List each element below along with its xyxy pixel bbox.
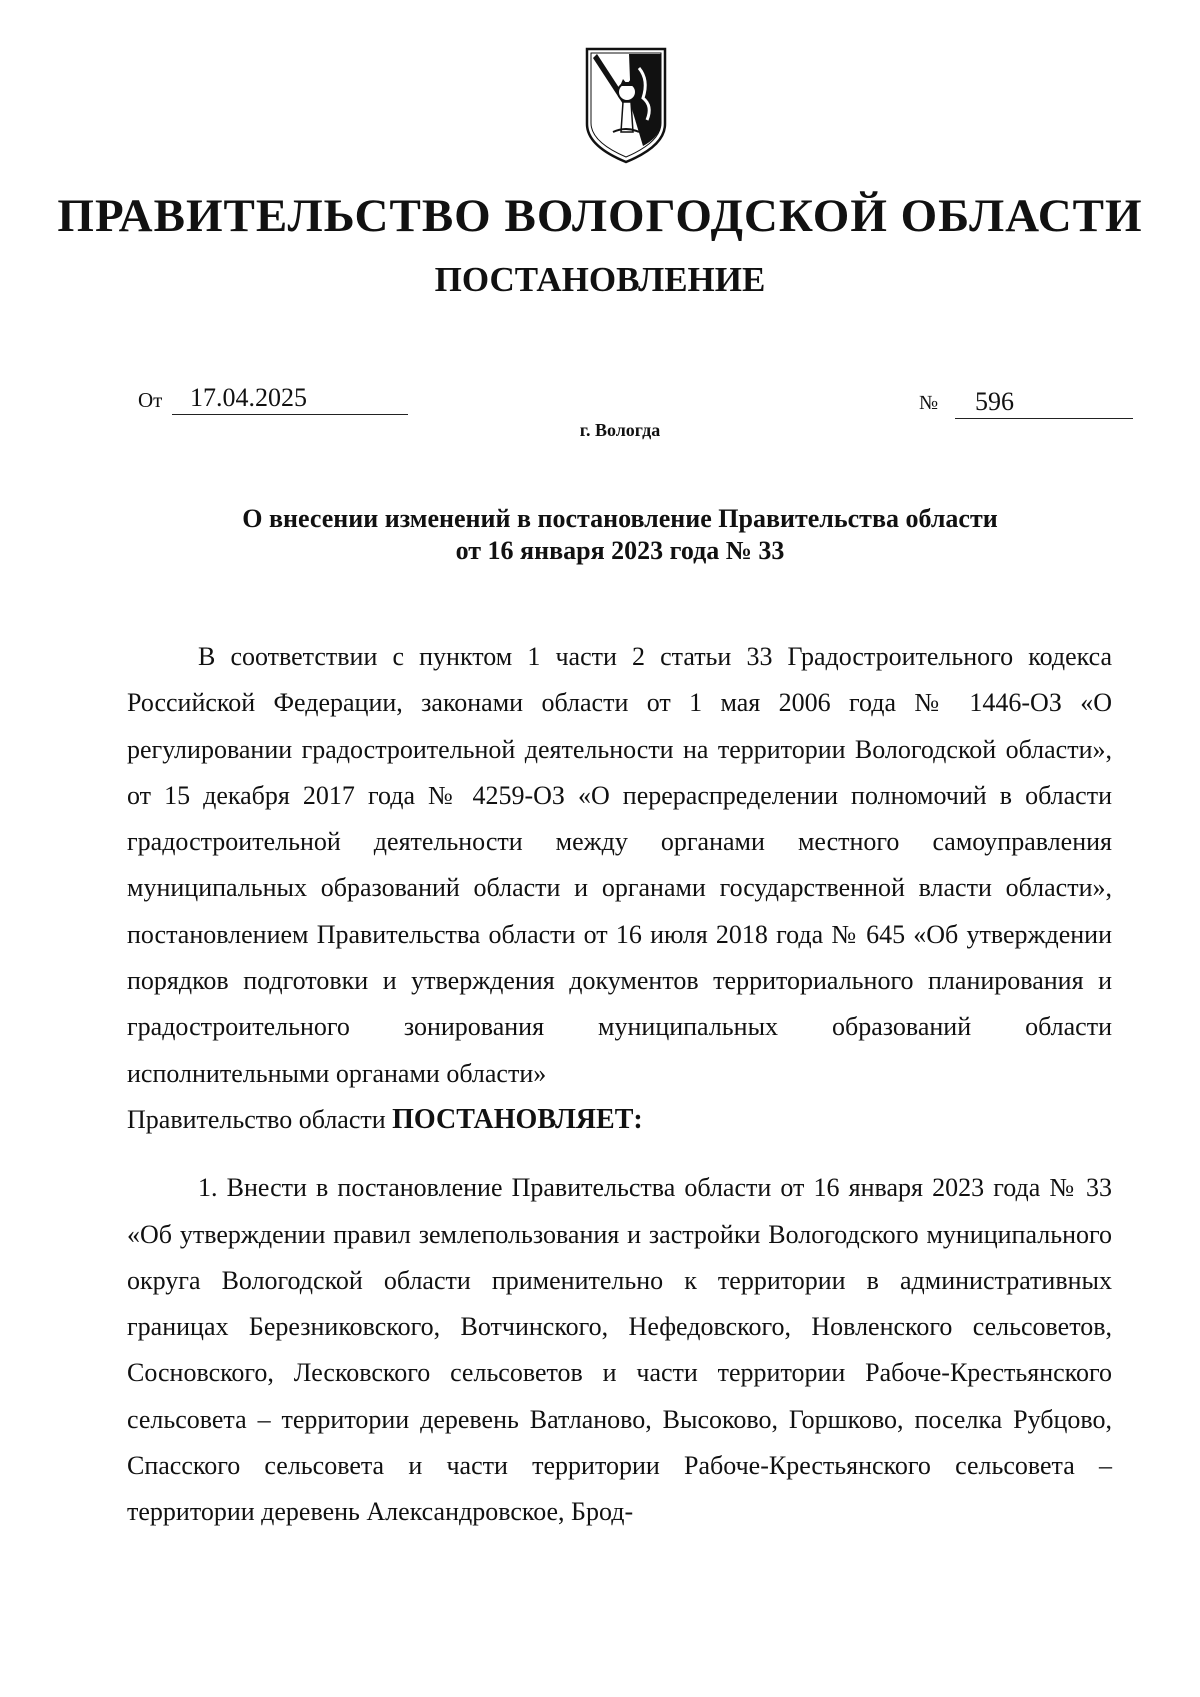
document-body	[127, 634, 1112, 1536]
vologda-coat-of-arms-icon	[583, 46, 669, 164]
preamble-paragraph: В соответствии с пунктом 1 части 2 статьи 33 Градостроительного кодекса Российской Федерации, законами области от 1 мая 2006 года № 1446-ОЗ «О регулировании градостроительной деятельности на территории Вологодской области», от 15 декабря 2017 года № 4259-ОЗ «О перераспределении полномочий в области градостроительной деятельности между органами местного самоуправления муниципальных образований области и органами государственной власти области», постановлением Правительства области от 16 июля 2018 года № 645 «Об утверждении порядков подготовки и утверждения документов территориального планирования и градостроительного зонирования муниципальных образований области исполнительными органами области»	[127, 642, 1112, 1088]
document-number: 596	[955, 386, 1133, 419]
document-date: 17.04.2025	[172, 382, 408, 415]
date-prefix: От	[138, 388, 163, 412]
document-type: ПОСТАНОВЛЕНИЕ	[434, 260, 766, 299]
decree-word: ПОСТАНОВЛЯЕТ:	[392, 1103, 643, 1135]
number-prefix: №	[919, 392, 939, 414]
document-subject	[0, 503, 1200, 567]
decree-prefix: Правительство области	[127, 1104, 393, 1134]
subject-line-2: от 16 января 2023 года № 33	[455, 536, 785, 565]
city-label: г. Вологда	[579, 420, 661, 440]
government-title: ПРАВИТЕЛЬСТВО ВОЛОГОДСКОЙ ОБЛАСТИ	[57, 190, 1143, 242]
item-1-paragraph: 1. Внести в постановление Правительства области от 16 января 2023 года № 33 «Об утверждении правил землепользования и застройки Вологодского муниципального округа Вологодской области применительно к территории в административных границах Березниковского, Вотчинского, Нефедовского, Новленского сельсоветов, Сосновского, Лесковского сельсоветов и части территории Рабоче-Крестьянского сельсовета – территории деревень Ватланово, Высоково, Горшково, поселка Рубцово, Спасского сельсовета и части территории Рабоче-Крестьянского сельсовета – территории деревень Александровское, Брод-	[127, 1173, 1112, 1527]
subject-line-1: О внесении изменений в постановление Правительства области	[242, 504, 998, 533]
decree-line	[127, 1097, 1112, 1143]
